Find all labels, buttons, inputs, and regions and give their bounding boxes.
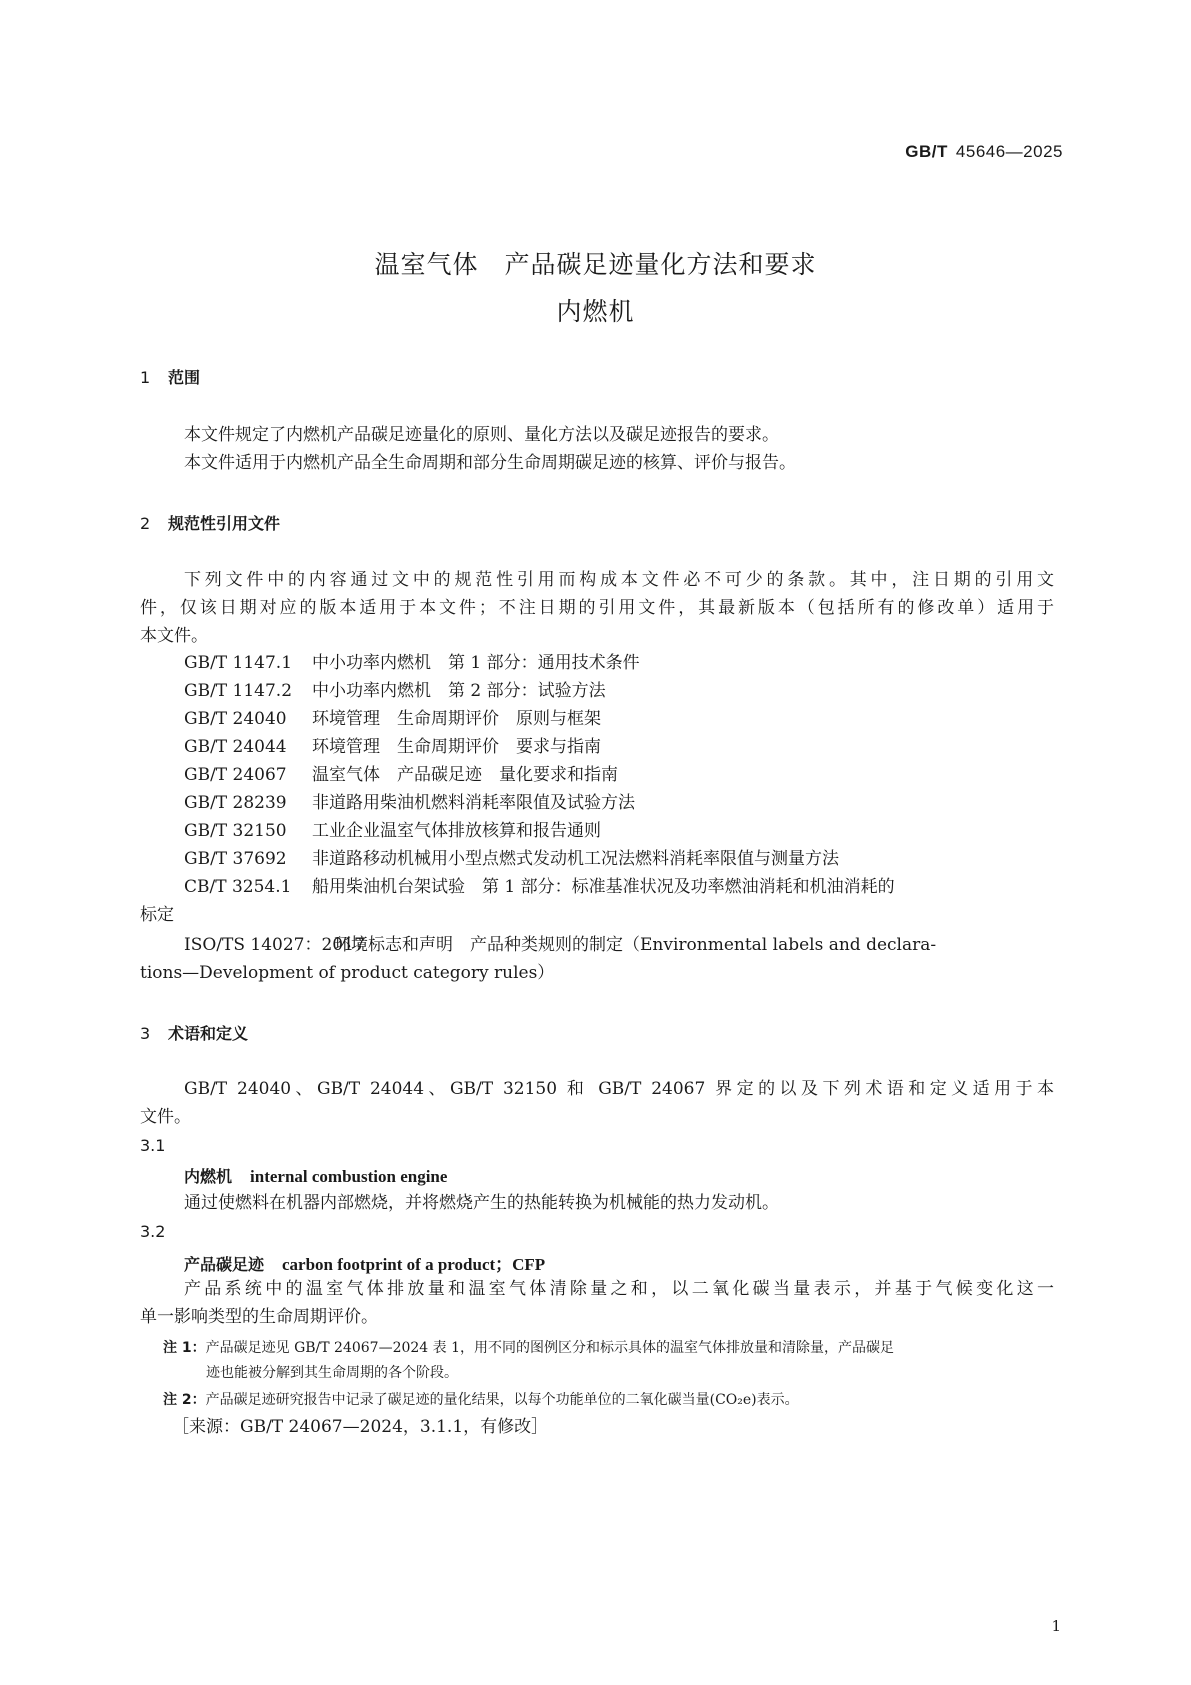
- scope-paragraph-2: 本文件适用于内燃机产品全生命周期和部分生命周期碳足迹的核算、评价与报告。: [184, 453, 796, 473]
- reference-title: 中小功率内燃机 第 2 部分：试验方法: [312, 681, 606, 701]
- term-entry: [184, 1164, 447, 1187]
- document-subtitle: 内燃机: [556, 297, 635, 326]
- reference-code: GB/T 1147.1: [184, 653, 293, 673]
- reference-title-continuation: tions—Development of product category rules）: [140, 963, 555, 983]
- term-definition-line-1: 产品系统中的温室气体排放量和温室气体清除量之和，以二氧化碳当量表示，并基于气候变化这一: [184, 1279, 1054, 1299]
- reference-item-cb: [184, 876, 895, 898]
- reference-code: GB/T 37692: [184, 849, 287, 869]
- term-definition-line-2: 单一影响类型的生命周期评价。: [140, 1307, 378, 1327]
- scope-paragraph-1: 本文件规定了内燃机产品碳足迹量化的原则、量化方法以及碳足迹报告的要求。: [184, 425, 779, 445]
- note-1-continuation: 迹也能被分解到其生命周期的各个阶段。: [206, 1365, 458, 1381]
- section-title: 范围: [168, 368, 201, 387]
- term-definition: 通过使燃料在机器内部燃烧，并将燃烧产生的热能转换为机械能的热力发动机。: [184, 1193, 779, 1213]
- reference-item: [184, 848, 839, 870]
- note-text: 产品碳足迹研究报告中记录了碳足迹的量化结果，以每个功能单位的二氧化碳当量(CO₂e)表示。: [205, 1392, 799, 1408]
- reference-code: GB/T 24044: [184, 737, 287, 757]
- term-entry: [184, 1250, 545, 1275]
- reference-code: CB/T 3254.1: [184, 877, 292, 897]
- reference-item: [184, 652, 640, 674]
- section-number: 3: [140, 1024, 151, 1043]
- reference-item: [184, 736, 601, 758]
- term-english: carbon footprint of a product；CFP: [282, 1255, 546, 1274]
- section-1-heading: [140, 365, 200, 388]
- reference-code: ISO/TS 14027：2017: [184, 935, 365, 955]
- terms-intro-line-2: 文件。: [140, 1107, 191, 1127]
- reference-item: [184, 792, 635, 814]
- reference-title: 船用柴油机台架试验 第 1 部分：标准基准状况及功率燃油消耗和机油消耗的: [312, 877, 895, 897]
- section-number: 1: [140, 368, 151, 387]
- section-2-heading: [140, 511, 280, 534]
- reference-title: 非道路用柴油机燃料消耗率限值及试验方法: [312, 793, 635, 813]
- term-chinese: 产品碳足迹: [184, 1255, 265, 1274]
- reference-item: [184, 680, 606, 702]
- page-number: 1: [1051, 1617, 1061, 1635]
- section-number: 2: [140, 514, 151, 533]
- note-1: [163, 1338, 894, 1358]
- reference-title: 环境管理 生命周期评价 原则与框架: [312, 709, 601, 729]
- reference-item-iso: [184, 934, 936, 956]
- reference-title-continuation: 标定: [140, 905, 174, 925]
- standard-identifier: [905, 142, 1063, 162]
- section-title: 规范性引用文件: [168, 514, 281, 533]
- reference-item: [184, 708, 601, 730]
- reference-code: GB/T 32150: [184, 821, 287, 841]
- standard-prefix: GB/T: [905, 142, 948, 161]
- reference-title: 非道路移动机械用小型点燃式发动机工况法燃料消耗率限值与测量方法: [312, 849, 839, 869]
- reference-title: 工业企业温室气体排放核算和报告通则: [312, 821, 601, 841]
- reference-code: GB/T 24040: [184, 709, 287, 729]
- reference-item: [184, 764, 618, 786]
- standard-number: 45646—2025: [955, 142, 1063, 161]
- note-2: [163, 1390, 799, 1410]
- clause-number: 3.1: [140, 1136, 166, 1155]
- term-chinese: 内燃机: [184, 1167, 233, 1186]
- section-3-heading: [140, 1021, 248, 1044]
- reference-code: GB/T 24067: [184, 765, 287, 785]
- source-citation: ［来源：GB/T 24067—2024，3.1.1，有修改］: [172, 1417, 549, 1437]
- reference-item: [184, 820, 601, 842]
- reference-title: 温室气体 产品碳足迹 量化要求和指南: [312, 765, 618, 785]
- clause-number: 3.2: [140, 1222, 166, 1241]
- reference-code: GB/T 1147.2: [184, 681, 293, 701]
- reference-title: 环境管理 生命周期评价 要求与指南: [312, 737, 601, 757]
- note-label: 注 1：: [163, 1340, 206, 1356]
- reference-title: 中小功率内燃机 第 1 部分：通用技术条件: [312, 653, 640, 673]
- references-intro-line-3: 本文件。: [140, 626, 208, 646]
- note-label: 注 2：: [163, 1392, 206, 1408]
- references-intro-line-1: 下列文件中的内容通过文中的规范性引用而构成本文件必不可少的条款。其中，注日期的引用文: [184, 570, 1054, 590]
- term-english: internal combustion engine: [250, 1167, 448, 1186]
- references-intro-line-2: 件，仅该日期对应的版本适用于本文件；不注日期的引用文件，其最新版本（包括所有的修改单）适用于: [140, 598, 1054, 618]
- document-title: 温室气体 产品碳足迹量化方法和要求: [374, 250, 817, 279]
- terms-intro-line-1: GB/T 24040、GB/T 24044、GB/T 32150 和 GB/T 24067 界定的以及下列术语和定义适用于本: [184, 1079, 1054, 1099]
- reference-title: 环境标志和声明 产品种类规则的制定（Environmental labels and declara-: [334, 935, 937, 955]
- section-title: 术语和定义: [168, 1024, 249, 1043]
- reference-code: GB/T 28239: [184, 793, 287, 813]
- note-text: 产品碳足迹见 GB/T 24067—2024 表 1，用不同的图例区分和标示具体的温室气体排放量和清除量，产品碳足: [205, 1340, 895, 1356]
